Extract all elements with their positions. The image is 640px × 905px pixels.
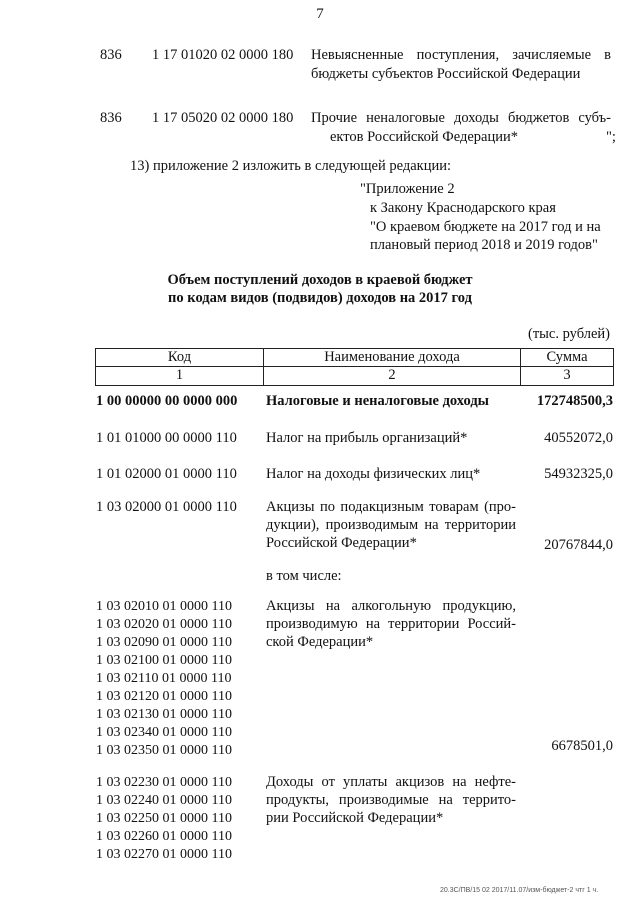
row-income-tax-sum: 54932325,0: [544, 466, 613, 482]
row-profit-tax-code: 1 01 01000 00 0000 110: [96, 430, 237, 446]
row-petroleum-code: 1 03 02250 01 0000 110: [96, 811, 232, 826]
intro-name-1-line2: бюджеты субъектов Российской Федерации: [311, 66, 581, 82]
row-alcohol-code: 1 03 02110 01 0000 110: [96, 671, 232, 686]
row-alcohol-code: 1 03 02350 01 0000 110: [96, 743, 232, 758]
row-petroleum-code: 1 03 02260 01 0000 110: [96, 829, 232, 844]
row-alcohol-sum: 6678501,0: [551, 738, 613, 754]
row-excise-name-line1: Акцизы по подакцизным товарам (про-: [266, 499, 516, 515]
row-income-tax-code: 1 01 02000 01 0000 110: [96, 466, 237, 482]
appendix-law-title-2: плановый период 2018 и 2019 годов": [370, 237, 598, 253]
row-petroleum-name-line2: продукты, производимые на террито-: [266, 792, 516, 808]
intro-name-1-line1: Невыясненные поступления, зачисляемые в: [311, 47, 611, 63]
row-alcohol-code: 1 03 02130 01 0000 110: [96, 707, 232, 722]
row-petroleum-code: 1 03 02270 01 0000 110: [96, 847, 232, 862]
header-sum: Сумма: [546, 349, 588, 365]
header-name: Наименование дохода: [324, 349, 460, 365]
closing-quote: ";: [606, 129, 616, 145]
row-alcohol-code: 1 03 02010 01 0000 110: [96, 599, 232, 614]
row-alcohol-name-line3: ской Федерации*: [266, 634, 374, 650]
footer-file-reference: 20.3С/ПВ/15 02 2017/11.07/изм-бюджет-2 чтг 1 ч.: [440, 887, 599, 894]
intro-admin-code-1: 836: [100, 47, 122, 63]
intro-name-2-line1: Прочие неналоговые доходы бюджетов субъ-: [311, 110, 611, 126]
row-profit-tax-name: Налог на прибыль организаций*: [266, 430, 468, 446]
row-petroleum-code: 1 03 02230 01 0000 110: [96, 775, 232, 790]
amendment-instruction: 13) приложение 2 изложить в следующей редакции:: [130, 158, 452, 174]
row-petroleum-name-line1: Доходы от уплаты акцизов на нефте-: [266, 774, 516, 790]
row-alcohol-name-line1: Акцизы на алкогольную продукцию,: [266, 598, 516, 614]
appendix-law: к Закону Краснодарского края: [370, 200, 556, 216]
row-total-sum: 172748500,3: [536, 393, 613, 409]
row-excise-sum: 20767844,0: [544, 537, 613, 553]
row-alcohol-name-line2: производимую на территории Россий-: [266, 616, 516, 632]
row-alcohol-code: 1 03 02020 01 0000 110: [96, 617, 232, 632]
header-border-right: [613, 348, 614, 386]
row-excise-name-line2: дукции), производимым на территории: [266, 517, 516, 533]
row-petroleum-name-line3: рии Российской Федерации*: [266, 810, 444, 826]
row-total-name: Налоговые и неналоговые доходы: [266, 393, 489, 409]
intro-kbk-code-1: 1 17 01020 02 0000 180: [152, 47, 294, 63]
units-label: (тыс. рублей): [528, 326, 610, 342]
row-profit-tax-sum: 40552072,0: [544, 430, 613, 446]
header-num-2: 2: [388, 367, 396, 383]
appendix-title: "Приложение 2: [360, 181, 455, 197]
document-title-line1: Объем поступлений доходов в краевой бюджет: [167, 272, 473, 288]
row-income-tax-name: Налог на доходы физических лиц*: [266, 466, 481, 482]
row-excise-code: 1 03 02000 01 0000 110: [96, 499, 237, 515]
row-alcohol-code: 1 03 02340 01 0000 110: [96, 725, 232, 740]
header-num-1: 1: [175, 367, 184, 383]
row-alcohol-code: 1 03 02090 01 0000 110: [96, 635, 232, 650]
header-num-3: 3: [563, 367, 571, 383]
appendix-law-title-1: "О краевом бюджете на 2017 год и на: [370, 219, 601, 235]
intro-name-2-line2: ектов Российской Федерации*: [330, 129, 518, 145]
row-alcohol-codes: [96, 598, 232, 760]
row-alcohol-code: 1 03 02100 01 0000 110: [96, 653, 232, 668]
document-title-line2: по кодам видов (подвидов) доходов на 2017 год: [168, 290, 472, 306]
row-petroleum-code: 1 03 02240 01 0000 110: [96, 793, 232, 808]
intro-kbk-code-2: 1 17 05020 02 0000 180: [152, 110, 294, 126]
row-petroleum-codes: [96, 774, 232, 864]
row-alcohol-code: 1 03 02120 01 0000 110: [96, 689, 232, 704]
row-total-code: 1 00 00000 00 0000 000: [96, 393, 238, 409]
header-code: Код: [167, 349, 192, 365]
header-border-bottom: [95, 385, 614, 386]
including-label: в том числе:: [266, 568, 342, 584]
intro-admin-code-2: 836: [100, 110, 122, 126]
row-excise-name-line3: Российской Федерации*: [266, 535, 417, 551]
page-number: 7: [316, 6, 324, 22]
